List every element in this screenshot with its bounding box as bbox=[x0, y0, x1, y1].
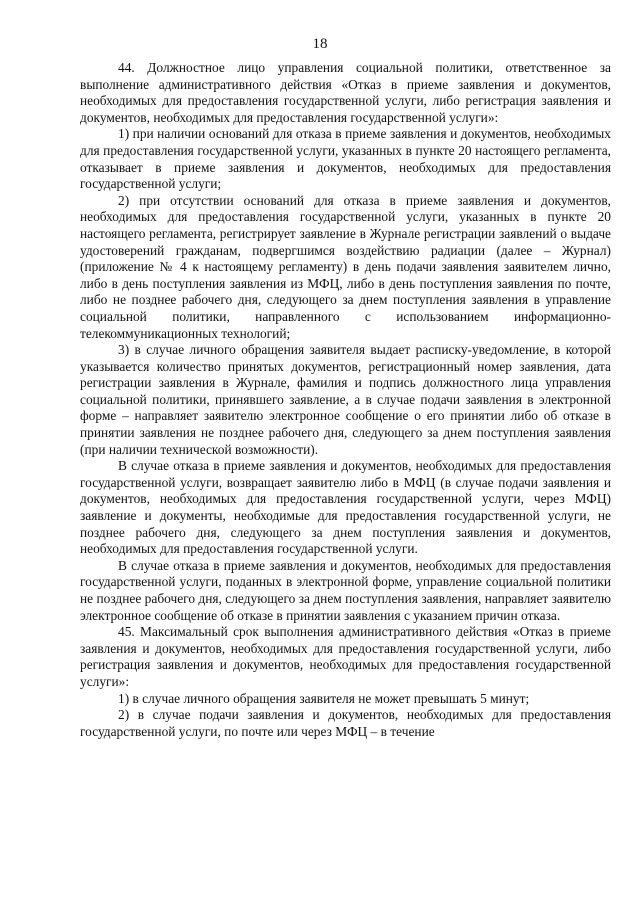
page-number: 18 bbox=[312, 36, 328, 52]
paragraph-refusal-electronic: В случае отказа в приеме заявления и документов, необходимых для предоставления государственной услуги, поданных в электронной форме, управление социальной политики не позднее рабочего дня, следующего за днем поступления заявления, направляет заявителю электронное сообщение об отказе в принятии заявления с указанием причин отказа. bbox=[80, 557, 611, 623]
paragraph-44-item-1: 1) при наличии оснований для отказа в приеме заявления и документов, необходимых для предоставления государственной услуги, указанных в пункте 20 настоящего регламента, отказывает в приеме заявления и документов, необходимых для предоставления государственной услуги; bbox=[80, 126, 611, 192]
paragraph-44: 44. Должностное лицо управления социальной политики, ответственное за выполнение административного действия «Отказ в приеме заявления и документов, необходимых для предоставления государственной услуги, либо регистрация заявления и документов, необходимых для предоставления государственной услуги»: bbox=[80, 60, 611, 125]
paragraph-45-item-1: 1) в случае личного обращения заявителя не может превышать 5 минут; bbox=[118, 690, 530, 706]
paragraph-44-item-2: 2) при отсутствии оснований для отказа в приеме заявления и документов, необходимых для предоставления государственной услуги, указанных в пункте 20 настоящего регламента, регистрирует заявление в Журнале регистрации заявлений о выдаче удостоверений гражданам, подвергшимся воздействию радиации (далее – Журнал) (приложение № 4 к настоящему регламенту) в день подачи заявления заявителем лично, либо в день поступления заявления из МФЦ, либо в день поступления заявления по почте, либо не позднее рабочего дня, следующего за днем поступления заявления в управление социальной политики, направленного с использованием информационно-телекоммуникационных технологий; bbox=[80, 192, 611, 341]
paragraph-45-item-2: 2) в случае подачи заявления и документов, необходимых для предоставления государственной услуги, по почте или через МФЦ – в течение bbox=[80, 707, 611, 739]
paragraph-45: 45. Максимальный срок выполнения административного действия «Отказ в приеме заявления и документов, необходимых для предоставления государственной услуги, либо регистрация заявления и документов, необходимых для предоставления государственной услуги»: bbox=[80, 624, 611, 689]
document-body bbox=[80, 60, 611, 740]
paragraph-refusal-return: В случае отказа в приеме заявления и документов, необходимых для предоставления государственной услуги, возвращает заявителю либо в МФЦ (в случае подачи заявления и документов, необходимых для предоставления государственной услуги, через МФЦ) заявление и документы, необходимые для предоставления государственной услуги, не позднее рабочего дня, следующего за днем поступления заявления и документов, необходимых для предоставления государственной услуги. bbox=[80, 458, 611, 557]
paragraph-44-item-3: 3) в случае личного обращения заявителя выдает расписку-уведомление, в которой указывается количество принятых документов, регистрационный номер заявления, дата регистрации заявления в Журнале, фамилия и подпись должностного лица управления социальной политики, принявшего заявление, а в случае подачи заявления в электронной форме – направляет заявителю электронное сообщение о его принятии либо об отказе в принятии заявления не позднее рабочего дня, следующего за днем поступления заявления (при наличии технической возможности). bbox=[80, 342, 611, 457]
